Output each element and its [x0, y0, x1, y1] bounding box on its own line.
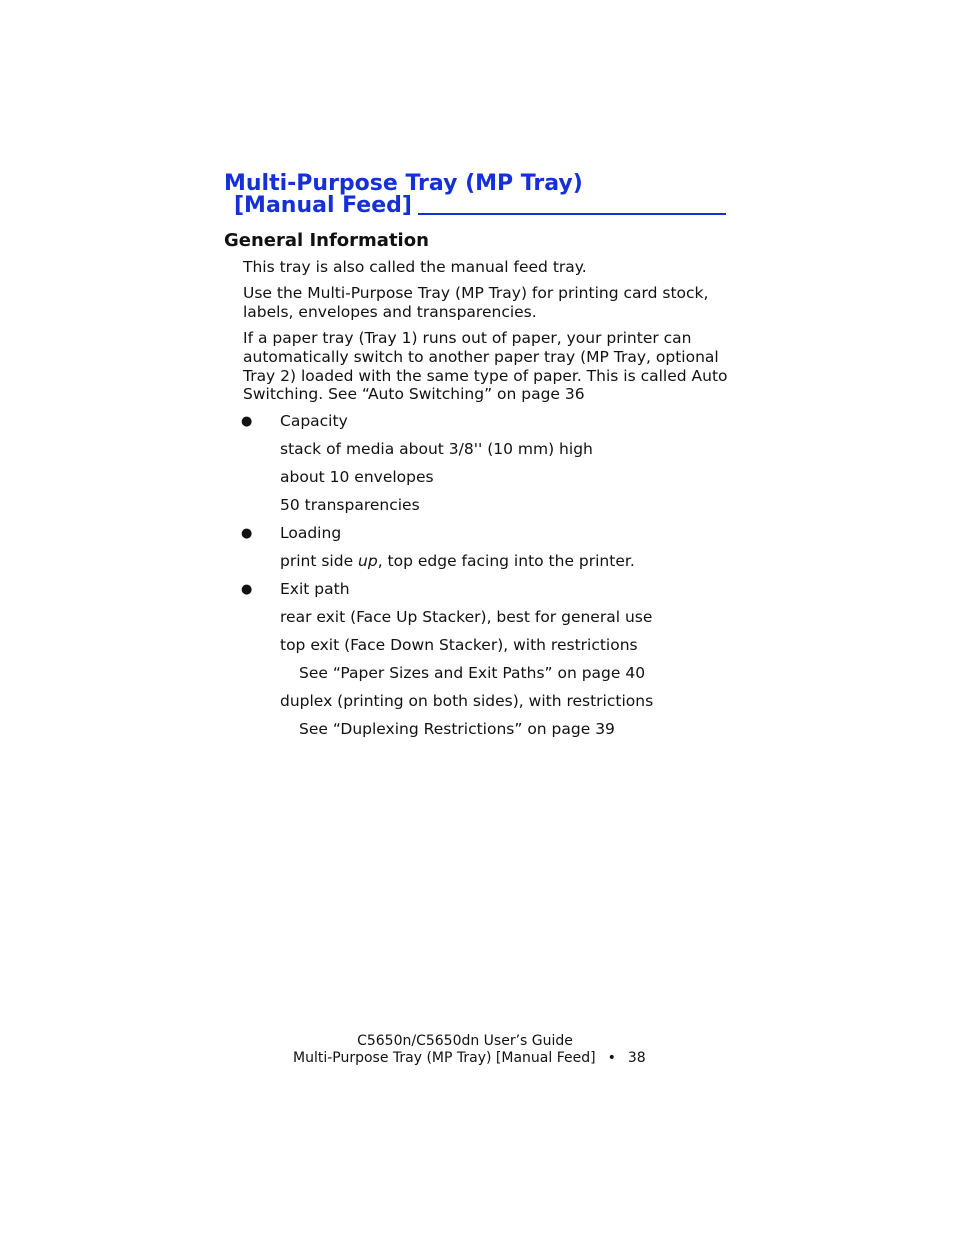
footer-page-number: 38 — [627, 1050, 646, 1066]
exit-reference: See “Duplexing Restrictions” on page 39 — [299, 720, 615, 738]
bullet-label-loading: Loading — [280, 524, 342, 542]
paragraph-line: Switching. See “Auto Switching” on page 36 — [243, 385, 585, 403]
footer-guide-title: C5650n/C5650dn User’s Guide — [357, 1033, 573, 1049]
section-title: General Information — [224, 230, 429, 251]
bullet-label-capacity: Capacity — [280, 412, 348, 430]
paragraph-line: Tray 2) loaded with the same type of paper. This is called Auto — [243, 367, 728, 385]
page-heading-line-2: [Manual Feed] — [234, 193, 412, 218]
exit-reference: See “Paper Sizes and Exit Paths” on page 40 — [299, 664, 646, 682]
exit-item: duplex (printing on both sides), with restrictions — [280, 692, 654, 710]
loading-suffix: , top edge facing into the printer. — [377, 552, 635, 570]
exit-item: top exit (Face Down Stacker), with restrictions — [280, 636, 638, 654]
bullet-icon: ● — [241, 582, 253, 597]
bullet-label-exit-path: Exit path — [280, 580, 350, 598]
footer-section-title: Multi-Purpose Tray (MP Tray) [Manual Feed] — [293, 1050, 596, 1066]
page-heading-line-1: Multi-Purpose Tray (MP Tray) — [224, 171, 583, 196]
capacity-item: stack of media about 3/8'' (10 mm) high — [280, 440, 593, 458]
paragraph-line: This tray is also called the manual feed tray. — [243, 258, 587, 276]
paragraph-line: labels, envelopes and transparencies. — [243, 303, 537, 321]
loading-item — [280, 552, 635, 571]
loading-emphasis: up — [358, 552, 378, 570]
footer-separator: • — [607, 1050, 616, 1066]
paragraph-line: If a paper tray (Tray 1) runs out of paper, your printer can — [243, 329, 692, 347]
exit-item: rear exit (Face Up Stacker), best for general use — [280, 608, 653, 626]
bullet-icon: ● — [241, 414, 253, 429]
paragraph-line: automatically switch to another paper tray (MP Tray, optional — [243, 348, 719, 366]
bullet-icon: ● — [241, 526, 253, 541]
footer-section — [293, 1050, 646, 1066]
loading-prefix: print side — [280, 552, 359, 570]
capacity-item: 50 transparencies — [280, 496, 420, 514]
heading-rule — [418, 213, 726, 215]
paragraph-line: Use the Multi-Purpose Tray (MP Tray) for printing card stock, — [243, 284, 709, 302]
capacity-item: about 10 envelopes — [280, 468, 434, 486]
